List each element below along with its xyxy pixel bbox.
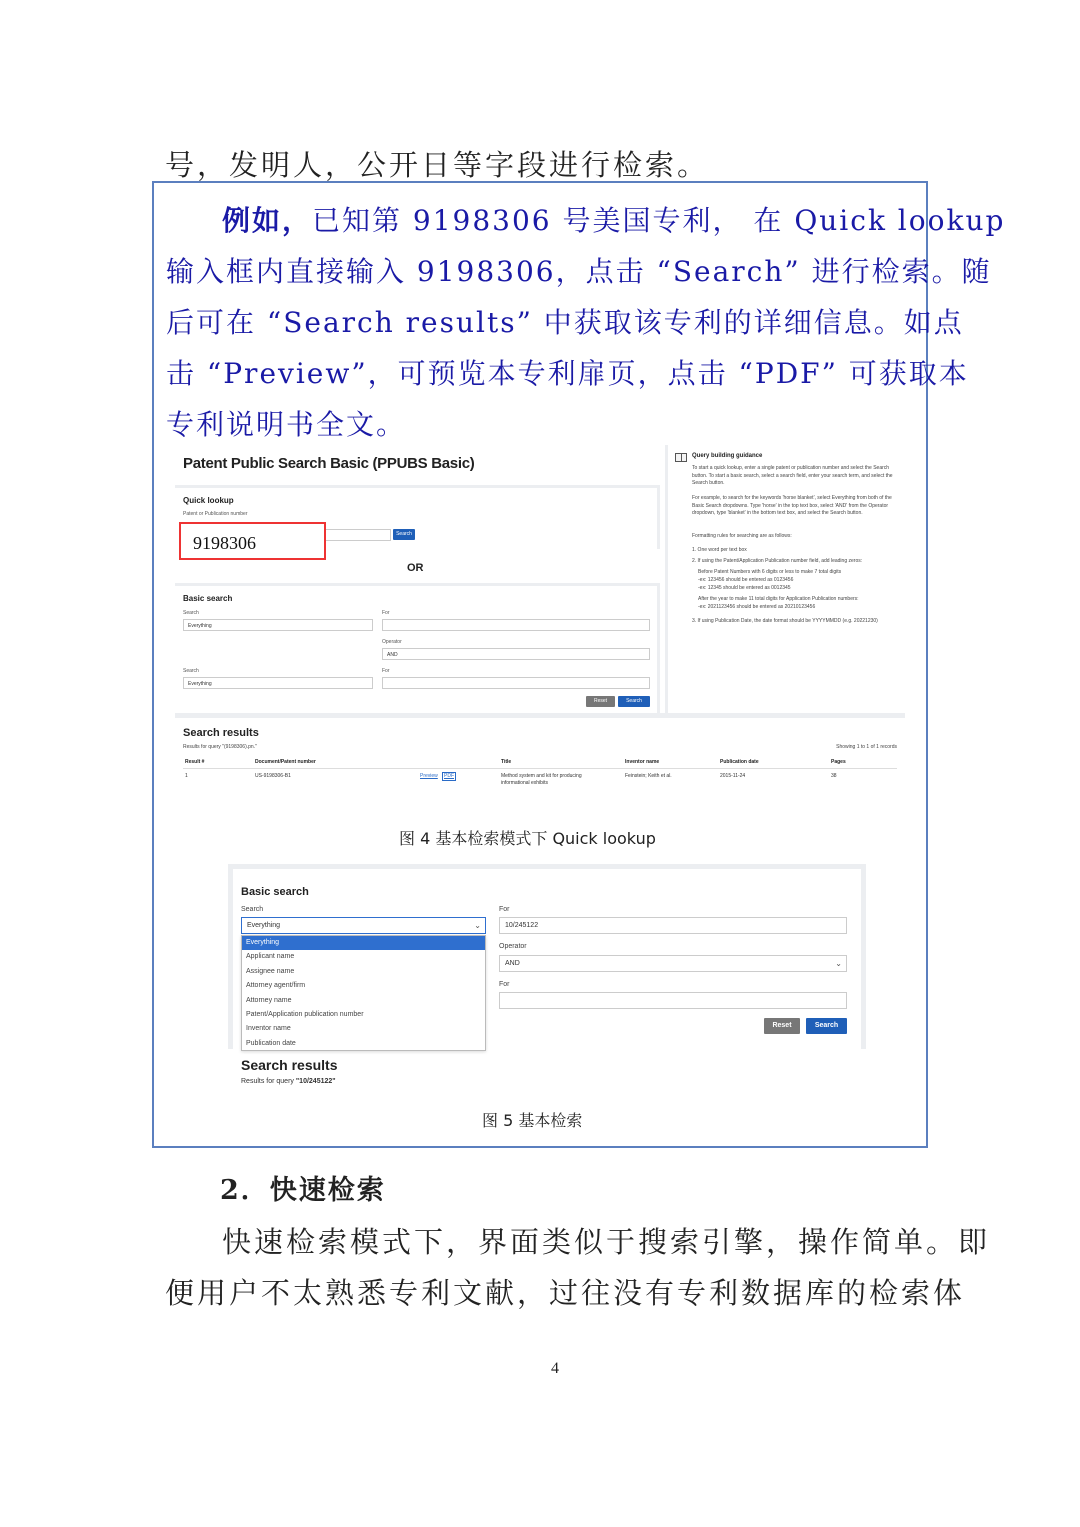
search-results-panel: [175, 713, 905, 798]
chevron-down-icon: ⌄: [835, 959, 842, 968]
dropdown-option[interactable]: Attorney name: [246, 996, 292, 1004]
basic-search-button[interactable]: Search: [618, 696, 650, 707]
dropdown-option[interactable]: Everything: [242, 936, 485, 950]
quick-lookup-label: Patent or Publication number: [183, 511, 248, 517]
row-doc: US-9198306-B1: [255, 773, 291, 779]
for-label: For: [382, 610, 390, 616]
f5-for-label: For: [499, 906, 510, 913]
for-label-2: For: [382, 668, 390, 674]
highlight-value: 9198306: [193, 533, 256, 553]
f5-for-input[interactable]: [499, 917, 847, 934]
guidance-rule-2b: -ex: 123456 should be entered as 0123456: [698, 577, 794, 583]
f5-operator-select[interactable]: [499, 955, 847, 972]
figure-4-screenshot: [175, 445, 905, 798]
page-number: 4: [551, 1360, 559, 1377]
search-field-value-2: Everything: [188, 681, 212, 687]
page-title: Patent Public Search Basic (PPUBS Basic): [183, 455, 475, 472]
paragraph-line-2: 便用户不太熟悉专利文献，过往没有专利数据库的检索体: [165, 1276, 966, 1310]
for-input[interactable]: [382, 619, 650, 631]
guidance-rule-1: 1. One word per text box: [692, 547, 747, 553]
results-query: Results for query "(9198306).pn.": [183, 744, 257, 750]
f5-operator-value: AND: [505, 960, 520, 967]
f5-results-query-prefix: Results for query: [241, 1078, 296, 1085]
col-doc-number: Document/Patent number: [255, 759, 316, 765]
example-line-2: 输入框内直接输入 9198306，点击 “Search” 进行检索。随: [166, 255, 992, 288]
section-heading: 2．快速检索: [220, 1175, 386, 1206]
reset-button[interactable]: Reset: [586, 696, 615, 707]
f5-basic-search-heading: Basic search: [241, 886, 309, 898]
top-line: 号，发明人，公开日等字段进行检索。: [165, 148, 710, 182]
or-divider: OR: [407, 562, 424, 574]
example-line-5: 专利说明书全文。: [166, 408, 407, 441]
f5-search-label: Search: [241, 906, 264, 913]
guidance-p3: Formatting rules for searching are as follows:: [692, 533, 792, 539]
example-line-1-text: 已知第 9198306 号美国专利， 在 Quick lookup: [312, 204, 1006, 237]
dropdown-option[interactable]: Assignee name: [246, 967, 295, 975]
book-icon: [675, 453, 687, 462]
row-title: Method system and kit for producing informational exhibits: [501, 773, 582, 786]
for-input-2[interactable]: [382, 677, 650, 689]
guidance-rule-2d: After the year to make 11 total digits for Application Publication numbers:: [698, 596, 859, 602]
query-guidance-panel: [665, 445, 905, 713]
guidance-p2: For example, to search for the keywords 'horse blanket', select Everything from both of the Basic Search dropdowns. Type 'horse' in the top text box, select 'AND' from the Operator dropdown, type 'blanket' in the bottom text box, and select the Search button.: [692, 495, 892, 516]
quick-lookup-heading: Quick lookup: [183, 496, 234, 505]
basic-search-panel: [175, 583, 660, 713]
dropdown-option[interactable]: Publication date: [246, 1039, 296, 1047]
search-field-select-2[interactable]: [183, 677, 373, 689]
preview-link[interactable]: Preview: [420, 773, 438, 779]
col-inventor: Inventor name: [625, 759, 660, 765]
f5-search-field-select[interactable]: [241, 917, 486, 934]
guidance-rule-3: 3. If using Publication Date, the date format should be YYYYMMDD (e.g. 20221230): [692, 618, 878, 624]
f5-results-query: [241, 1078, 336, 1085]
col-pages: Pages: [831, 759, 846, 765]
f5-operator-label: Operator: [499, 943, 527, 950]
search-label-2: Search: [183, 668, 199, 674]
operator-select[interactable]: [382, 648, 650, 660]
guidance-heading: Query building guidance: [692, 453, 763, 459]
results-heading: Search results: [183, 727, 259, 739]
dropdown-option[interactable]: Attorney agent/firm: [246, 982, 306, 990]
search-field-select[interactable]: [183, 619, 373, 631]
f5-reset-button[interactable]: Reset: [764, 1018, 800, 1034]
row-num: 1: [185, 773, 188, 779]
f5-search-button[interactable]: Search: [806, 1018, 847, 1034]
ppubs-main-panel: [175, 445, 660, 713]
basic-search-heading: Basic search: [183, 594, 233, 603]
f5-results-heading: Search results: [241, 1057, 338, 1073]
guidance-rule-2: 2. If using the Patent/Application Publication number field, add leading zeros:: [692, 558, 863, 564]
operator-value: AND: [387, 652, 398, 658]
row-date: 2015-11-24: [720, 773, 746, 779]
example-line-4: 击 “Preview”，可预览本专利扉页，点击 “PDF” 可获取本: [166, 357, 969, 390]
search-field-dropdown: [241, 935, 486, 1051]
example-line-3: 后可在 “Search results” 中获取该专利的详细信息。如点: [166, 306, 964, 339]
row-inventor: Feinstein; Keith et al.: [625, 773, 672, 779]
dropdown-option[interactable]: Applicant name: [246, 953, 295, 961]
col-title: Title: [501, 759, 512, 765]
search-label: Search: [183, 610, 199, 616]
highlight-box: [179, 522, 326, 560]
figure-5-caption: 图 5 基本检索: [482, 1111, 583, 1130]
figure-5-screenshot: [228, 864, 866, 1088]
guidance-p1: To start a quick lookup, enter a single patent or publication number and select the Search button. To start a basic search, select a search field, enter your search term, and select the Search button.: [692, 465, 893, 486]
dropdown-option[interactable]: Inventor name: [246, 1025, 291, 1033]
example-line-1: [222, 199, 1005, 239]
table-divider: [183, 768, 897, 769]
paragraph-line-1: 快速检索模式下，界面类似于搜索引擎，操作简单。即: [222, 1225, 991, 1259]
quick-lookup-search-button[interactable]: Search: [393, 529, 415, 540]
guidance-rule-2a: Before Patent Numbers with 6 digits or less to make 7 total digits: [698, 569, 842, 575]
figure-4-caption: 图 4 基本检索模式下 Quick lookup: [399, 829, 656, 848]
chevron-down-icon: ⌄: [474, 921, 481, 930]
search-field-value: Everything: [188, 623, 212, 629]
row-pages: 38: [831, 773, 837, 779]
col-result-num: Result #: [185, 759, 205, 765]
f5-search-field-value: Everything: [247, 922, 281, 929]
guidance-rule-2c: -ex: 12345 should be entered as 0012345: [698, 585, 791, 591]
pdf-link[interactable]: PDF: [444, 773, 454, 779]
f5-for-label-2: For: [499, 981, 510, 988]
f5-for-value: 10/245122: [505, 922, 539, 929]
results-count: Showing 1 to 1 of 1 records: [836, 744, 897, 750]
col-pub-date: Publication date: [720, 759, 759, 765]
f5-for-input-2[interactable]: [499, 992, 847, 1009]
example-lead: 例如，: [222, 204, 313, 237]
guidance-rule-2e: -ex: 2021123456 should be entered as 20210123456: [698, 604, 816, 610]
dropdown-option[interactable]: Patent/Application publication number: [246, 1010, 364, 1018]
f5-results-query-value: "10/245122": [295, 1078, 336, 1085]
operator-label: Operator: [382, 639, 402, 645]
